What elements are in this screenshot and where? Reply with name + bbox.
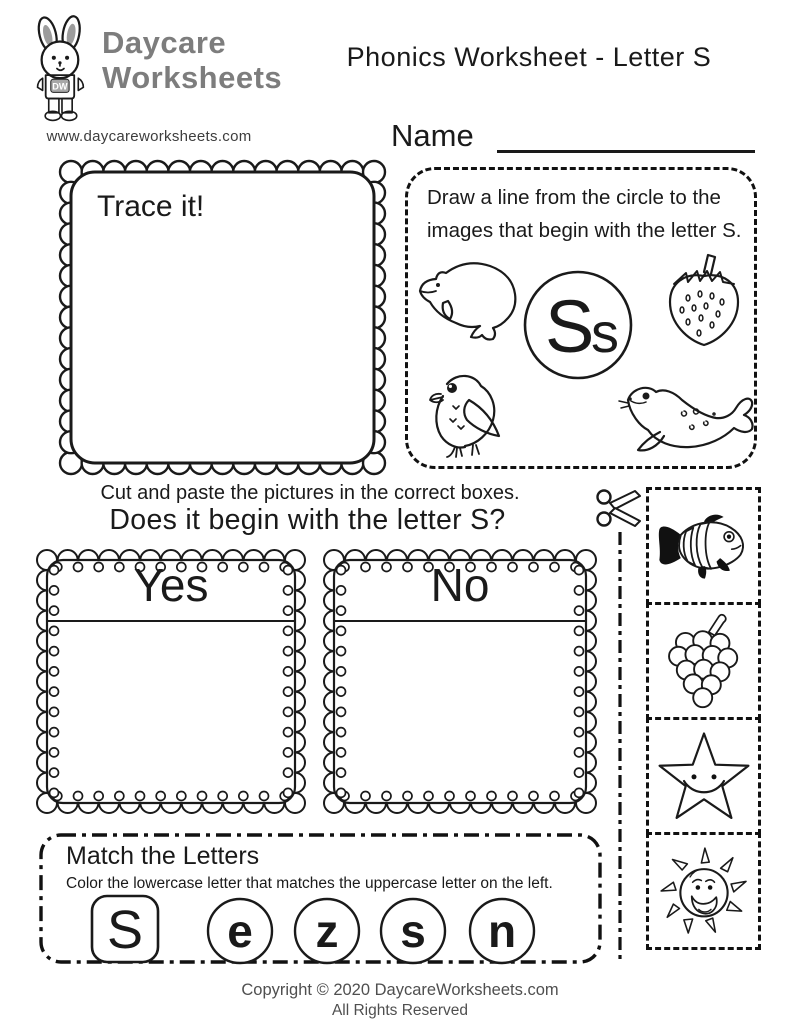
- match-option-n: [467, 896, 537, 966]
- match-option-e: [205, 896, 275, 966]
- no-label: No: [430, 559, 490, 611]
- name-line: [497, 150, 755, 153]
- seal-illustration: [612, 370, 757, 465]
- cutout-box-star: [646, 717, 761, 835]
- letter-circle-lowercase: s: [591, 301, 619, 364]
- drawline-instruction: [427, 181, 742, 247]
- drawline-instruction-line2: images that begin with the letter S.: [427, 219, 742, 243]
- bird-illustration: [417, 362, 512, 465]
- match-option-z: [292, 896, 362, 966]
- cutout-column: [646, 490, 761, 950]
- star-illustration: [654, 726, 754, 826]
- dolphin-illustration: [408, 246, 533, 341]
- footer-copyright: Copyright © 2020 DaycareWorksheets.com: [241, 981, 559, 999]
- name-label: Name: [391, 118, 474, 153]
- scissors-icon: [594, 486, 644, 532]
- match-option-s: [378, 896, 448, 966]
- clownfish-illustration: [654, 509, 754, 584]
- match-uppercase-letter: [90, 894, 160, 964]
- svg-text:S: S: [106, 900, 144, 960]
- sorting-question: Does it begin with the letter S?: [109, 504, 506, 536]
- match-instruction: Color the lowercase letter that matches the uppercase letter on the left.: [66, 875, 553, 892]
- footer-rights: All Rights Reserved: [331, 1002, 469, 1019]
- svg-text:z: z: [315, 905, 339, 957]
- yes-label: Yes: [133, 559, 209, 611]
- svg-text:e: e: [227, 905, 253, 957]
- brand-name-top: Daycare: [102, 25, 227, 60]
- svg-text:s: s: [400, 905, 426, 957]
- grapes-illustration: [663, 610, 745, 712]
- svg-text:DW: DW: [52, 81, 68, 92]
- brand-name: [102, 26, 282, 95]
- logo-bunny-icon: [28, 14, 98, 124]
- page-title: Phonics Worksheet - Letter S: [346, 42, 712, 72]
- strawberry-illustration: [654, 246, 754, 351]
- drawline-instruction-line1: Draw a line from the circle to the: [427, 186, 721, 209]
- letter-circle: [520, 268, 636, 384]
- trace-title: Trace it!: [97, 190, 205, 223]
- brand-website: www.daycareworksheets.com: [46, 128, 252, 145]
- cutout-box-grapes: [646, 602, 761, 720]
- sun-illustration: [655, 841, 753, 941]
- svg-text:n: n: [487, 905, 517, 957]
- brand-name-bottom: Worksheets: [102, 59, 283, 95]
- cutout-box-sun: [646, 832, 761, 950]
- letter-circle-uppercase: S: [545, 285, 595, 368]
- cut-line: [616, 532, 624, 960]
- cutpaste-instruction: Cut and paste the pictures in the correct boxes.: [100, 482, 520, 504]
- cutout-box-fish: [646, 487, 761, 605]
- match-title: Match the Letters: [66, 842, 260, 870]
